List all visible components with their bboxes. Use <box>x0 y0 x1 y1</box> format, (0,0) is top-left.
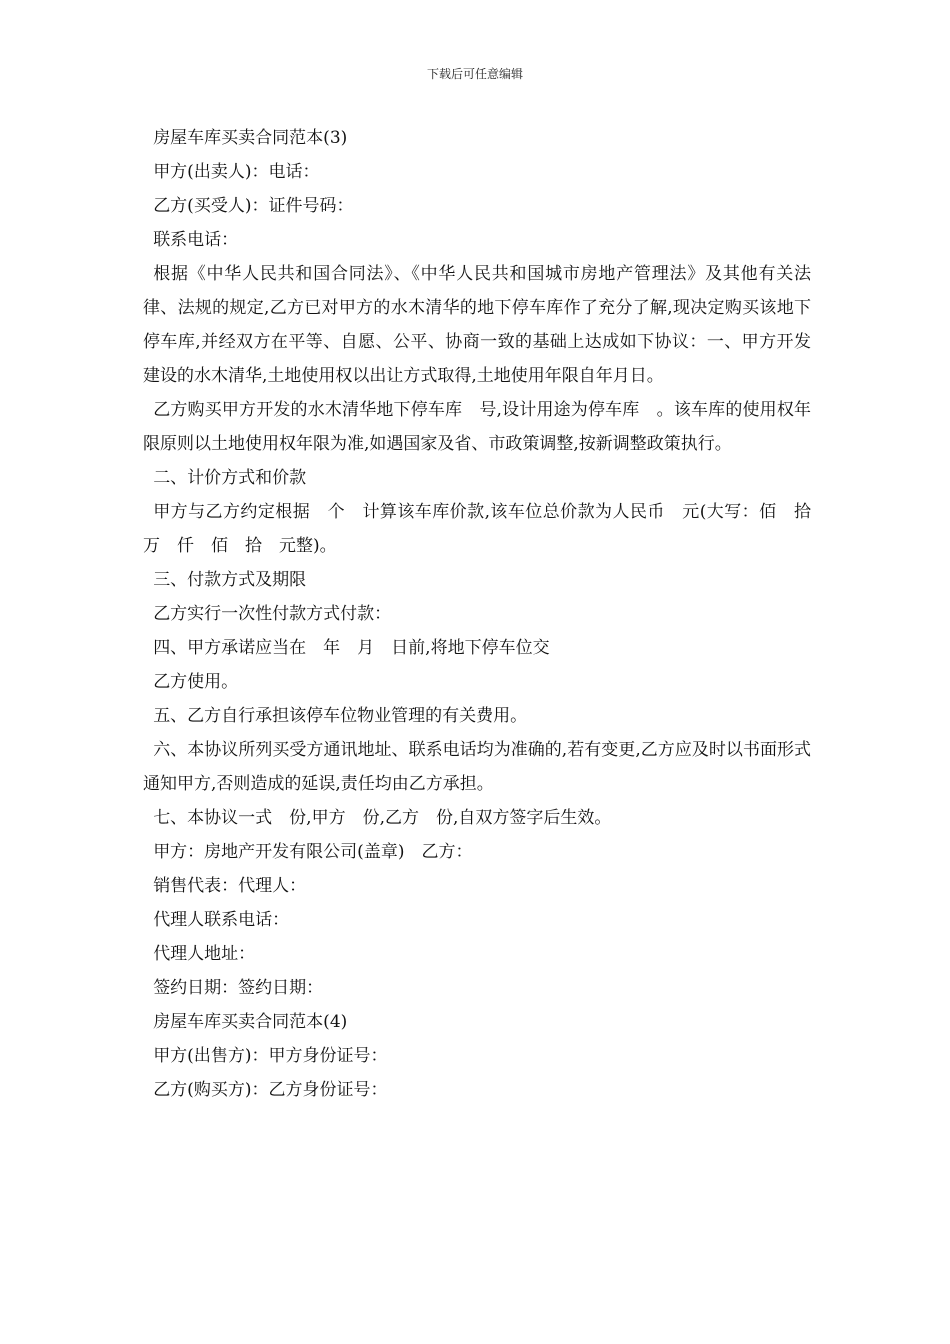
sales-rep-line: 销售代表：代理人： <box>153 876 307 896</box>
delivery-clause-line: 四、甲方承诺应当在 年 月 日前,将地下停车位交 <box>153 638 550 658</box>
document-body <box>143 121 828 1107</box>
signing-date-line: 签约日期：签约日期： <box>153 978 324 998</box>
signature-party-line: 甲方：房地产开发有限公司(盖章) 乙方： <box>153 842 473 862</box>
party-b-line: 乙方(买受人)：证件号码： <box>153 196 354 216</box>
pricing-paragraph: 甲方与乙方约定根据 个 计算该车库价款,该车位总价款为人民币 元(大写：佰 拾 万 仟 佰 拾 元整)。 <box>143 502 828 556</box>
address-change-clause: 六、本协议所列买受方通讯地址、联系电话均为准确的,若有变更,乙方应及时以书面形式通知甲方,否则造成的延误,责任均由乙方承担。 <box>143 740 811 794</box>
delivery-clause-continuation: 乙方使用。 <box>153 672 239 692</box>
copies-clause: 七、本协议一式 份,甲方 份,乙方 份,自双方签字后生效。 <box>153 808 612 828</box>
section-title-4: 房屋车库买卖合同范本(4) <box>153 1012 348 1032</box>
agent-address-line: 代理人地址： <box>153 944 256 964</box>
legal-basis-paragraph: 根据《中华人民共和国合同法》、《中华人民共和国城市房地产管理法》及其他有关法律、法规的规定,乙方已对甲方的水木清华的地下停车库作了充分了解,现决定购买该地下停车库,并经双方在平等、自愿、公平、协商一致的基础上达成如下协议：一、甲方开发建设的水木清华,土地使用权以出让方式取得,土地使用年限自年月日。 <box>143 264 811 386</box>
clause-heading-pricing: 二、计价方式和价款 <box>153 468 307 488</box>
party-a-line: 甲方(出卖人)：电话： <box>153 162 320 182</box>
contact-phone-line: 联系电话： <box>153 230 239 250</box>
section-title: 房屋车库买卖合同范本(3) <box>153 128 348 148</box>
garage-purchase-paragraph: 乙方购买甲方开发的水木清华地下停车库 号,设计用途为停车库 。该车库的使用权年限原则以土地使用权年限为准,如遇国家及省、市政策调整,按新调整政策执行。 <box>143 400 811 454</box>
page-header-note: 下载后可任意编辑 <box>426 67 523 81</box>
agent-phone-line: 代理人联系电话： <box>153 910 290 930</box>
seller-line: 甲方(出售方)：甲方身份证号： <box>153 1046 388 1066</box>
buyer-line: 乙方(购买方)：乙方身份证号： <box>153 1080 388 1100</box>
payment-method-line: 乙方实行一次性付款方式付款： <box>153 604 392 624</box>
clause-heading-payment: 三、付款方式及期限 <box>153 570 307 590</box>
property-fee-clause: 五、乙方自行承担该停车位物业管理的有关费用。 <box>153 706 528 726</box>
